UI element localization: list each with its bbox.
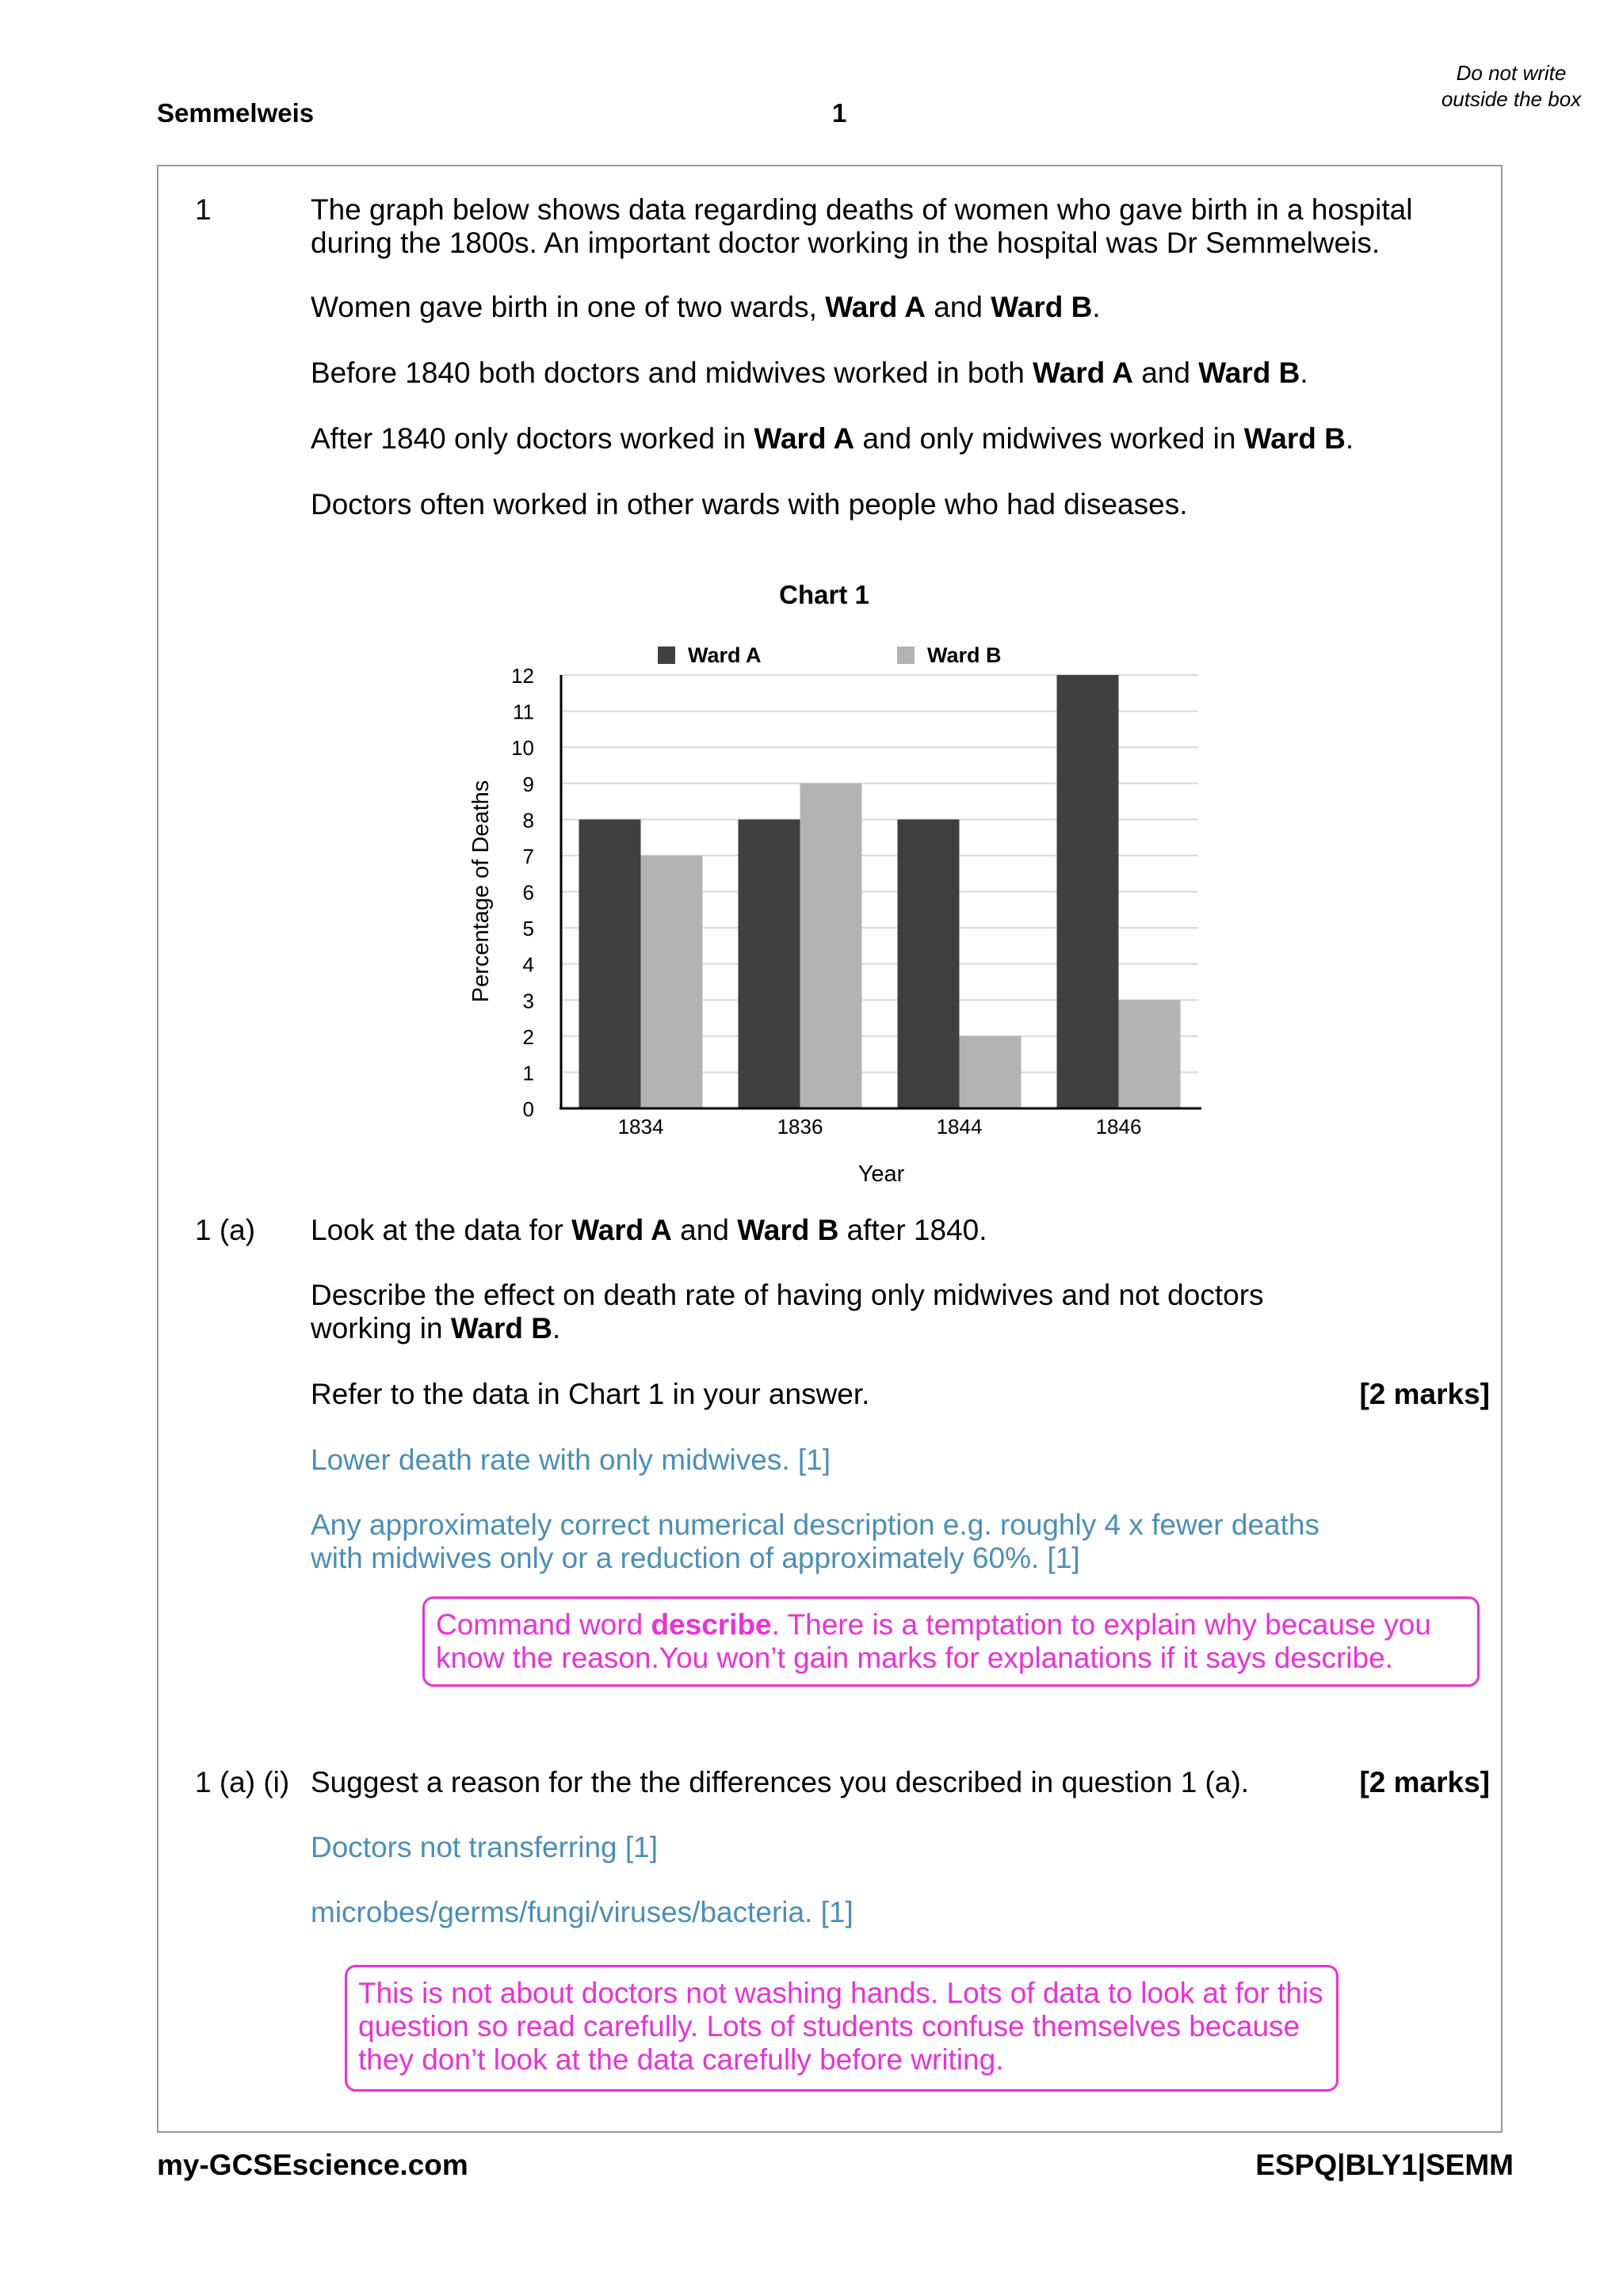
bar-ward-b-1834: [641, 856, 703, 1108]
x-tick-label: 1846: [1095, 1115, 1142, 1138]
x-axis-ticks: [618, 1115, 1142, 1138]
wards-sentence: Women gave birth in one of two wards, Ward A and Ward B.: [311, 291, 1101, 323]
y-tick-label: 8: [522, 808, 534, 833]
y-axis-label: Percentage of Deaths: [468, 780, 494, 1003]
y-tick-label: 12: [511, 664, 534, 688]
y-tick-label: 6: [522, 880, 534, 905]
chart-legend: [658, 643, 1002, 667]
legend-label: Ward A: [688, 643, 762, 667]
legend-swatch: [897, 646, 915, 664]
after-1840-sentence: After 1840 only doctors worked in Ward A and only midwives worked in Ward B.: [311, 422, 1354, 455]
bar-ward-b-1844: [960, 1036, 1022, 1108]
part-a-answer1: Lower death rate with only midwives. [1]: [311, 1444, 831, 1476]
part-a-answer2: Any approximately correct numerical description e.g. roughly 4 x fewer deaths with midwives only or a reduction of approximately 60%. [1]: [311, 1508, 1319, 1574]
y-tick-label: 4: [522, 952, 534, 977]
part-a-line1: Look at the data for Ward A and Ward B after 1840.: [311, 1214, 987, 1246]
bar-ward-a-1834: [579, 819, 641, 1108]
y-tick-label: 3: [522, 989, 534, 1013]
x-tick-label: 1844: [936, 1115, 983, 1138]
question-intro: The graph below shows data regarding deaths of women who gave birth in a hospital during the 1800s. An important doctor working in the hospital was Dr Semmelweis.: [311, 193, 1413, 259]
part-ai-answer1: Doctors not transferring [1]: [311, 1831, 659, 1863]
y-axis-ticks: [511, 664, 534, 1121]
part-ai-text: Suggest a reason for the the differences you described in question 1 (a).: [311, 1766, 1250, 1798]
y-tick-label: 11: [513, 700, 534, 724]
bar-ward-a-1846: [1057, 675, 1119, 1108]
part-a-tip-note: Command word describe. There is a temptation to explain why because you know the reason.You won’t gain marks for explanations if it says describe.: [422, 1596, 1480, 1687]
chart-title: Chart 1: [779, 580, 869, 609]
margin-note: Do not write outside the box: [1441, 61, 1582, 111]
bar-ward-b-1846: [1119, 1000, 1181, 1108]
x-tick-label: 1836: [777, 1115, 823, 1138]
legend-swatch: [658, 646, 675, 664]
part-ai-tip-note: This is not about doctors not washing hands. Lots of data to look at for this question so read carefully. Lots of students confuse themselves because they don’t look at the data carefully before writing.: [345, 1965, 1338, 2092]
question-number: 1: [195, 193, 212, 226]
y-tick-label: 5: [522, 917, 534, 941]
bar-ward-a-1836: [739, 819, 800, 1108]
document-title: Semmelweis: [157, 98, 315, 128]
part-a-line2: Describe the effect on death rate of having only midwives and not doctors working in Ward B.: [311, 1279, 1264, 1344]
y-tick-label: 9: [522, 772, 534, 796]
y-tick-label: 7: [522, 844, 534, 868]
diseases-sentence: Doctors often worked in other wards with people who had diseases.: [311, 488, 1188, 521]
legend-label: Ward B: [927, 643, 1002, 667]
page-number: 1: [832, 98, 847, 128]
y-tick-label: 0: [522, 1097, 534, 1121]
x-tick-label: 1834: [617, 1115, 664, 1138]
bar-ward-b-1836: [800, 784, 862, 1108]
part-ai-marks: [2 marks]: [1359, 1766, 1490, 1798]
footer-website: my-GCSEscience.com: [157, 2149, 468, 2181]
part-ai-number: 1 (a) (i): [195, 1766, 290, 1798]
footer-code: ESPQ|BLY1|SEMM: [1255, 2149, 1514, 2181]
part-a-refer: Refer to the data in Chart 1 in your answer.: [311, 1378, 870, 1410]
part-ai-answer2: microbes/germs/fungi/viruses/bacteria. [1]: [311, 1896, 854, 1928]
part-a-marks: [2 marks]: [1359, 1378, 1490, 1410]
x-axis-label: Year: [857, 1161, 905, 1187]
part-a-number: 1 (a): [195, 1214, 256, 1246]
before-1840-sentence: Before 1840 both doctors and midwives worked in both Ward A and Ward B.: [311, 357, 1308, 389]
y-tick-label: 10: [511, 736, 534, 761]
y-tick-label: 2: [522, 1024, 534, 1049]
bar-ward-a-1844: [898, 819, 960, 1108]
y-tick-label: 1: [522, 1061, 534, 1085]
